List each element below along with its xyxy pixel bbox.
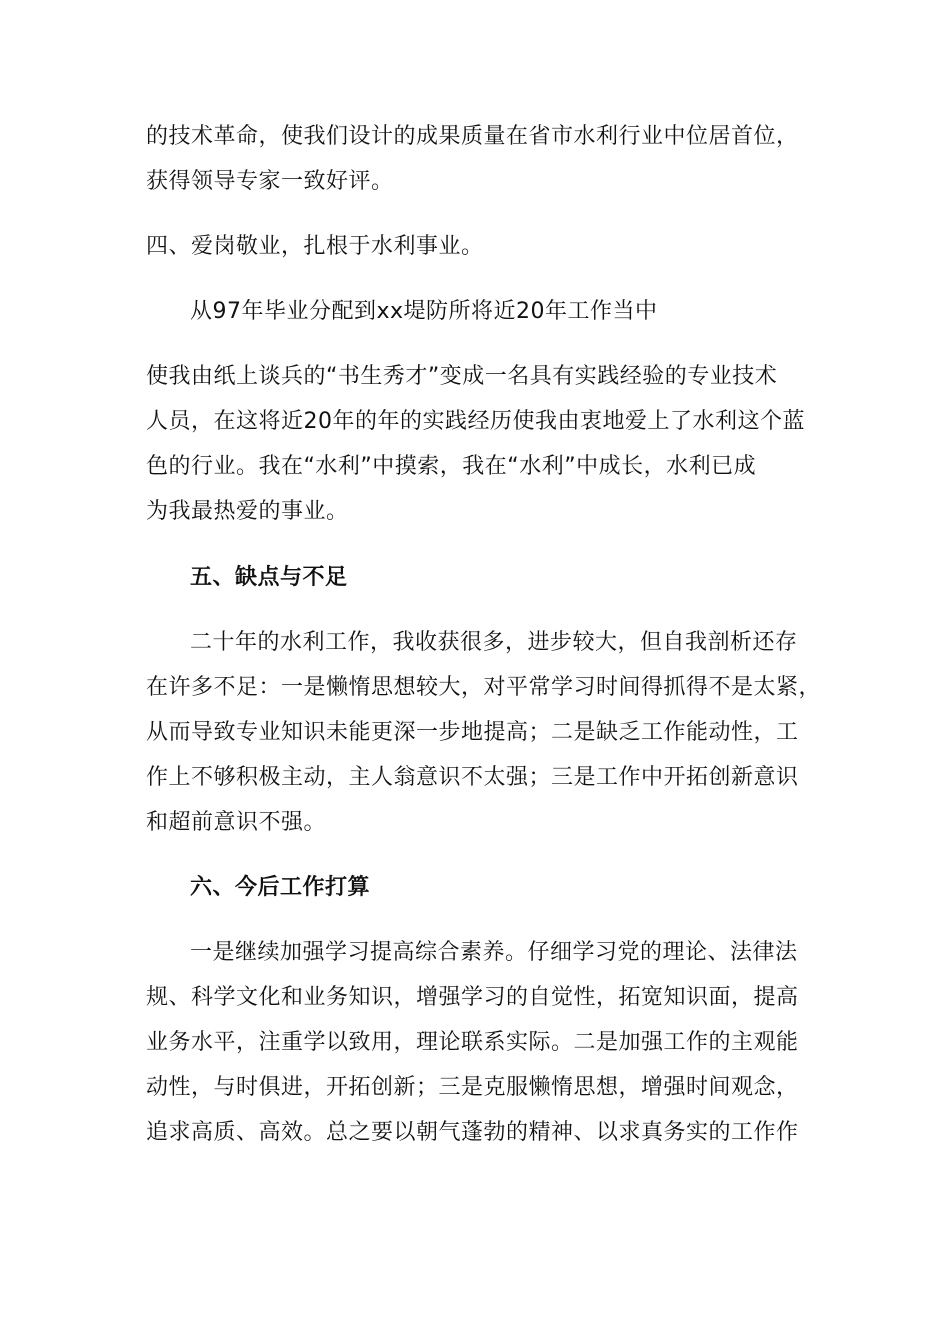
paragraph-line: 获得领导专家一致好评。 <box>146 169 394 194</box>
paragraph-line: 动性，与时俱进，开拓创新；三是克服懒惰思想，增强时间观念， <box>146 1075 799 1100</box>
paragraph-line: 业务水平，注重学以致用，理论联系实际。二是加强工作的主观能 <box>146 1030 799 1055</box>
paragraph-line: 的技术革命，使我们设计的成果质量在省市水利行业中位居首位， <box>146 124 799 149</box>
section-six-heading: 六、今后工作打算 <box>190 875 371 900</box>
paragraph-line: 人员，在这将近20年的年的实践经历使我由衷地爱上了水利这个蓝 <box>146 409 805 434</box>
paragraph-line: 规、科学文化和业务知识，增强学习的自觉性，拓宽知识面，提高 <box>146 985 799 1010</box>
paragraph-line: 一是继续加强学习提高综合素养。仔细学习党的理论、法律法 <box>190 940 798 965</box>
paragraph-line: 色的行业。我在“水利”中摸索，我在“水利”中成长，水利已成 <box>146 454 757 479</box>
paragraph-line: 在许多不足：一是懒惰思想较大，对平常学习时间得抓得不是太紧， <box>146 675 822 700</box>
paragraph-line: 使我由纸上谈兵的“书生秀才”变成一名具有实践经验的专业技术 <box>146 364 778 389</box>
section-five-heading: 五、缺点与不足 <box>190 565 348 590</box>
paragraph-line: 二十年的水利工作，我收获很多，进步较大，但自我剖析还存 <box>190 630 798 655</box>
paragraph-line: 追求高质、高效。总之要以朝气蓬勃的精神、以求真务实的工作作 <box>146 1120 799 1145</box>
section-four-heading: 四、爱岗敬业，扎根于水利事业。 <box>146 234 484 259</box>
paragraph-line: 从而导致专业知识未能更深一步地提高；二是缺乏工作能动性，工 <box>146 720 799 745</box>
section-four-intro: 从97年毕业分配到xx堤防所将近20年工作当中 <box>190 299 658 324</box>
paragraph-line: 和超前意识不强。 <box>146 810 327 835</box>
paragraph-line: 作上不够积极主动，主人翁意识不太强；三是工作中开拓创新意识 <box>146 765 799 790</box>
paragraph-line: 为我最热爱的事业。 <box>146 499 349 524</box>
